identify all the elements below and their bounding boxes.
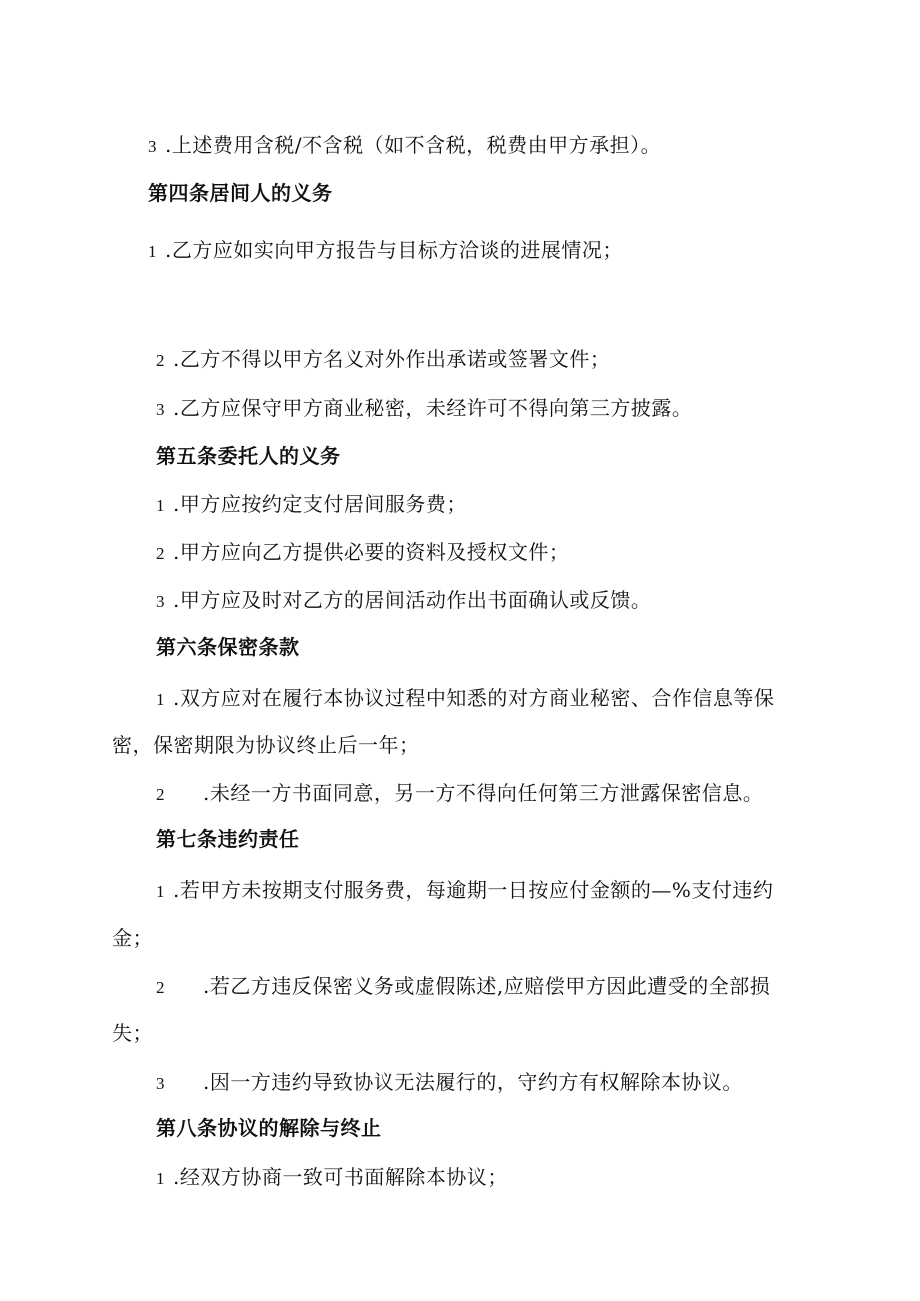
item-text: .因一方违约导致协议无法履行的，守约方有权解除本协议。 — [203, 1070, 743, 1094]
article-5-item-3 — [156, 586, 651, 616]
item-text: .乙方不得以甲方名义对外作出承诺或签署文件； — [173, 347, 611, 371]
item-number: 2 — [156, 544, 165, 563]
item-text: .未经一方书面同意，另一方不得向任何第三方泄露保密信息。 — [203, 781, 764, 805]
article-5-item-1 — [156, 490, 467, 520]
item-text: .双方应对在履行本协议过程中知悉的对方商业秘密、合作信息等保 — [173, 686, 775, 710]
item-text: .若乙方违反保密义务或虚假陈述,应赔偿甲方因此遭受的全部损 — [203, 974, 771, 998]
article-7-item-2 — [156, 972, 770, 1002]
article-5-item-2 — [156, 538, 569, 568]
article-4-item-1 — [148, 236, 623, 266]
article-7-item-3 — [156, 1068, 743, 1098]
item-number: 3 — [156, 400, 165, 419]
article-8-heading: 第八条协议的解除与终止 — [156, 1116, 382, 1140]
item-text: .若甲方未按期支付服务费，每逾期一日按应付金额的—%支付违约 — [173, 878, 774, 902]
item-text: .乙方应如实向甲方报告与目标方洽谈的进展情况； — [165, 238, 623, 262]
article-4-item-3 — [156, 394, 692, 424]
item-text: .甲方应及时对乙方的居间活动作出书面确认或反馈。 — [173, 588, 652, 612]
article-7-item-2-continued: 失； — [112, 1021, 153, 1045]
item-number: 1 — [156, 690, 165, 709]
item-text: .上述费用含税/不含税（如不含税，税费由甲方承担）。 — [165, 133, 662, 157]
article-6-item-2 — [156, 779, 763, 809]
article-6-heading: 第六条保密条款 — [156, 635, 300, 659]
item-number: 3 — [156, 592, 165, 611]
item-number: 1 — [148, 242, 157, 261]
item-text: .经双方协商一致可书面解除本协议； — [173, 1165, 508, 1189]
clause-3-item-3 — [148, 131, 661, 161]
item-number: 2 — [156, 978, 165, 997]
item-number: 1 — [156, 496, 165, 515]
article-5-heading: 第五条委托人的义务 — [156, 444, 341, 468]
article-4-heading: 第四条居间人的义务 — [148, 181, 333, 205]
item-number: 3 — [156, 1074, 165, 1093]
item-number: 3 — [148, 137, 157, 156]
item-number: 2 — [156, 351, 165, 370]
item-text: .甲方应按约定支付居间服务费； — [173, 492, 467, 516]
item-number: 2 — [156, 785, 165, 804]
item-text: .甲方应向乙方提供必要的资料及授权文件； — [173, 540, 570, 564]
article-4-item-2 — [156, 345, 610, 375]
article-7-item-1-continued: 金； — [112, 926, 153, 950]
article-6-item-1 — [156, 684, 774, 714]
item-text: .乙方应保守甲方商业秘密，未经许可不得向第三方披露。 — [173, 396, 693, 420]
article-8-item-1 — [156, 1163, 508, 1193]
article-7-heading: 第七条违约责任 — [156, 827, 300, 851]
article-7-item-1 — [156, 876, 773, 906]
article-6-item-1-continued: 密，保密期限为协议终止后一年； — [112, 733, 420, 757]
item-number: 1 — [156, 1169, 165, 1188]
item-number: 1 — [156, 882, 165, 901]
